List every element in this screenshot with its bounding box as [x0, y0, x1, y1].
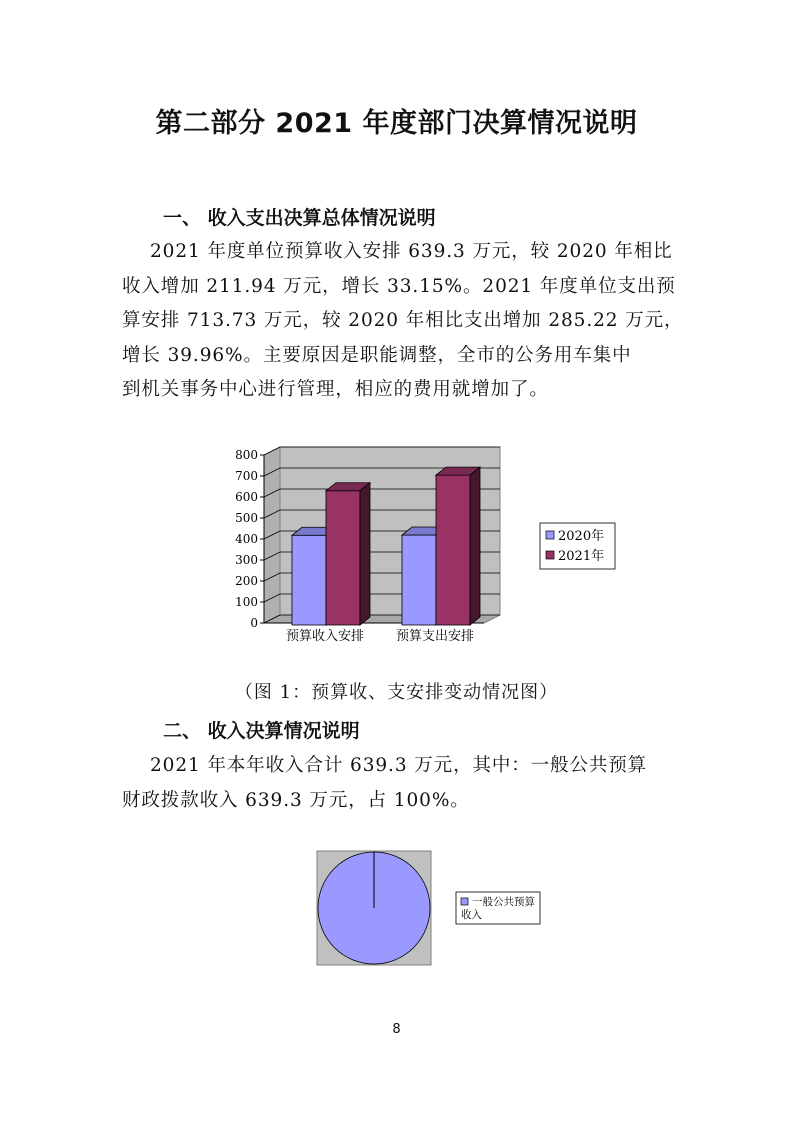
y-tick-label: 200 — [235, 574, 258, 588]
x-tick-labels — [286, 628, 474, 644]
paragraph-line: 收入增加 211.94 万元，增长 33.15%。2021 年度单位支出预 — [122, 275, 676, 297]
y-tick-label: 500 — [235, 511, 258, 525]
y-tick-label: 600 — [235, 490, 258, 504]
y-tick-label: 300 — [235, 553, 258, 567]
section2-paragraph — [122, 749, 647, 818]
figure-caption: （图 1：预算收、支安排变动情况图） — [234, 682, 559, 703]
section2-heading: 二、 收入决算情况说明 — [163, 720, 360, 742]
bar — [326, 483, 370, 625]
y-tick-label: 0 — [250, 616, 258, 630]
legend-label: 收入 — [461, 909, 482, 921]
legend-swatch — [546, 531, 554, 539]
section1-paragraph — [122, 235, 683, 408]
paragraph-line: 到机关事务中心进行管理，相应的费用就增加了。 — [122, 379, 549, 401]
section1-heading: 一、 收入支出决算总体情况说明 — [163, 207, 436, 229]
bar-front — [326, 491, 360, 625]
y-tick-label: 800 — [235, 448, 258, 462]
bar-front — [402, 535, 436, 625]
pie-legend — [456, 892, 540, 924]
legend-swatch — [461, 898, 468, 905]
pie-chart — [316, 850, 546, 968]
x-tick-label: 预算支出安排 — [395, 629, 475, 644]
page-title: 第二部分 2021 年度部门决算情况说明 — [155, 108, 638, 139]
bar — [436, 467, 480, 625]
legend-label: 2020年 — [558, 529, 605, 544]
bar-side — [470, 467, 480, 625]
paragraph-line: 2021 年度单位预算收入安排 639.3 万元，较 2020 年相比 — [150, 241, 673, 262]
page-number: 8 — [392, 1022, 401, 1037]
bar-side — [360, 483, 370, 625]
bar-front — [436, 475, 470, 625]
paragraph-line: 2021 年本年收入合计 639.3 万元，其中：一般公共预算 — [150, 755, 648, 776]
paragraph-line: 算安排 713.73 万元，较 2020 年相比支出增加 285.22 万元， — [122, 310, 684, 332]
y-tick-label: 100 — [235, 595, 258, 609]
y-tick-labels — [235, 448, 258, 630]
legend-swatch — [546, 551, 554, 559]
bar-chart — [232, 445, 622, 655]
paragraph-line: 增长 39.96%。主要原因是职能调整，全市的公务用车集中 — [122, 344, 632, 366]
paragraph-line: 财政拨款收入 639.3 万元，占 100%。 — [122, 789, 470, 811]
chart-legend — [540, 523, 615, 569]
legend-label: 2021年 — [558, 549, 605, 564]
pie-slices — [318, 852, 430, 964]
y-tick-label: 700 — [235, 469, 258, 483]
bar-front — [292, 535, 326, 625]
x-tick-label: 预算收入安排 — [285, 629, 365, 644]
y-tick-label: 400 — [235, 532, 258, 546]
legend-label: 一般公共预算 — [472, 896, 535, 908]
